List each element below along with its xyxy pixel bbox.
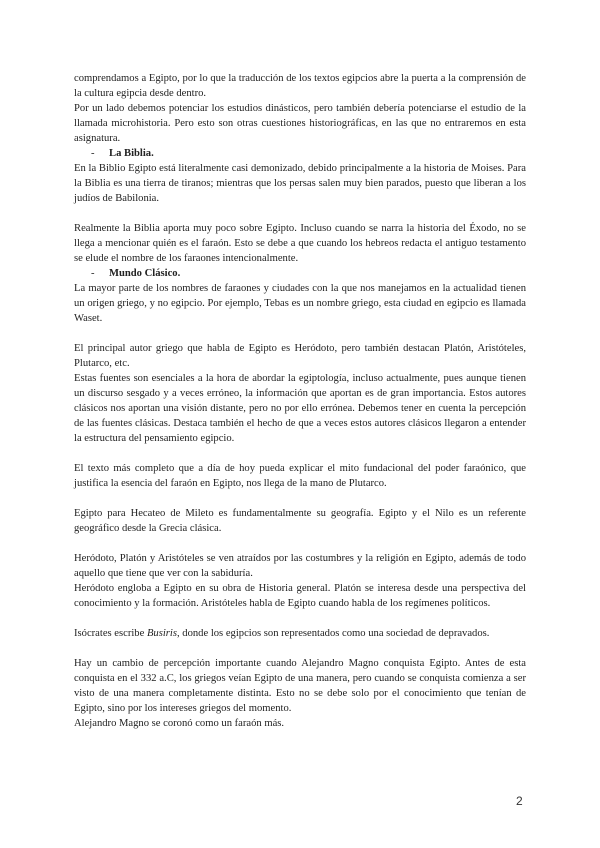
text-run: Isócrates escribe (74, 628, 147, 639)
section-heading-biblia (74, 146, 526, 161)
paragraph-mundo-7: Heródoto engloba a Egipto en su obra de Historia general. Platón se interesa desde una perspectiva del conocimiento y la formación. Aristóteles habla de Egipto cuando habla de los regímenes políticos. (74, 583, 526, 609)
section-heading-mundo-clasico (74, 266, 526, 281)
text-run: , donde los egipcios son representados como una sociedad de depravados. (176, 628, 490, 639)
paragraph-mundo-3: Estas fuentes son esenciales a la hora de abordar la egiptología, incluso actualmente, pues aunque tienen un discurso sesgado y a veces erróneo, la información que aportan es de gran importancia. Estos autores clásicos nos aportan una visión distante, pero no por ello errónea. Debemos tener en cuenta la percepción de las fuentes clásicas. Destaca también el hecho de que a veces estos autores clásicos llegaron a entender la estructura del pensamiento egipcio. (74, 373, 526, 444)
document-body (74, 71, 526, 731)
heading-text: Mundo Clásico. (109, 268, 181, 279)
heading-text: La Biblia. (109, 148, 154, 159)
paragraph-intro-1: comprendamos a Egipto, por lo que la traducción de los textos egipcios abre la puerta a la comprensión de la cultura egipcia desde dentro. (74, 73, 526, 99)
paragraph-intro-2: Por un lado debemos potenciar los estudios dinásticos, pero también debería potenciarse el estudio de la llamada microhistoria. Pero esto son otras cuestiones historiográficas, en las que no entraremos en esta asignatura. (74, 103, 526, 144)
paragraph-mundo-6: Heródoto, Platón y Aristóteles se ven atraídos por las costumbres y la religión en Egipto, además de todo aquello que tiene que ver con la sabiduría. (74, 553, 526, 579)
paragraph-mundo-5: Egipto para Hecateo de Mileto es fundamentalmente su geografía. Egipto y el Nilo es un referente geográfico desde la Grecia clásica. (74, 508, 526, 534)
paragraph-mundo-4: El texto más completo que a día de hoy pueda explicar el mito fundacional del poder faraónico, que justifica la esencia del faraón en Egipto, nos llega de la mano de Plutarco. (74, 463, 526, 489)
paragraph-biblia-2: Realmente la Biblia aporta muy poco sobre Egipto. Incluso cuando se narra la historia del Éxodo, no se llega a mencionar quién es el faraón. Esto se debe a que cuando los hebreos redacta el antiguo testamento se elude el nombre de los faraones intencionalmente. (74, 223, 526, 264)
paragraph-mundo-8 (74, 626, 526, 641)
paragraph-mundo-10: Alejandro Magno se coronó como un faraón más. (74, 718, 285, 729)
paragraph-biblia-1: En la Biblio Egipto está literalmente casi demonizado, debido principalmente a la historia de Moises. Para la Biblia es una tierra de tiranos; mientras que los persas salen muy bien parados, puesto que liberan a los judíos de Babilonia. (74, 163, 526, 204)
bullet-dash: - (91, 148, 95, 159)
page-number: 2 (516, 794, 523, 808)
paragraph-mundo-2: El principal autor griego que habla de Egipto es Heródoto, pero también destacan Platón, Aristóteles, Plutarco, etc. (74, 343, 526, 369)
paragraph-mundo-9: Hay un cambio de percepción importante cuando Alejandro Magno conquista Egipto. Antes de esta conquista en el 332 a.C, los griegos veían Egipto de una manera, pero cuando se conquista comienza a ser visto de una manera completamente distinta. Esto no se debe solo por el conocimiento que tenían de Egipto, sino por los intereses griegos del momento. (74, 658, 526, 714)
paragraph-mundo-1: La mayor parte de los nombres de faraones y ciudades con la que nos manejamos en la actualidad tienen un origen griego, y no egipcio. Por ejemplo, Tebas es un nombre griego, esta ciudad en egipcio es llamada Waset. (74, 283, 526, 324)
book-title: Busiris (146, 628, 177, 639)
bullet-dash: - (91, 268, 95, 279)
